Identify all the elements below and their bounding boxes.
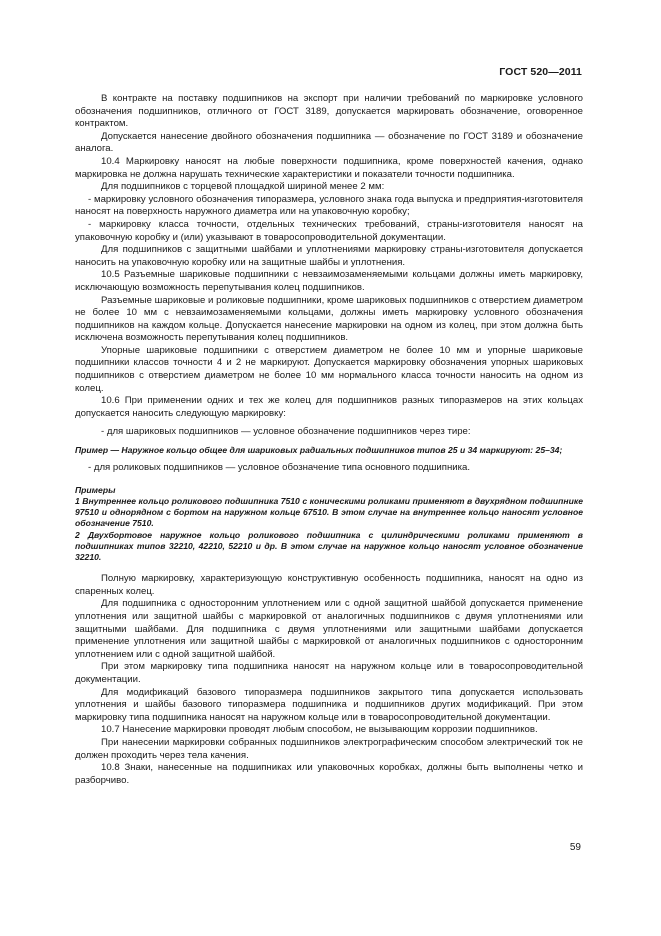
example-3: 2 Двухбортовое наружное кольцо роликового подшипника с цилиндрическими роликами применяют в подшипниках типов 32210, 42210, 52210 и др. В этом случае на наружное кольцо наносят условное обозначение 32210. <box>75 529 583 563</box>
clause-10-5: 10.5 Разъемные шариковые подшипники с невзаимозаменяемыми кольцами должны иметь маркировку, исключающую возможность перепутывания колец подшипников. <box>75 269 583 293</box>
paragraph: Упорные шариковые подшипники с отверстием диаметром не более 10 мм и упорные шариковые подшипники классов точности 4 и 2 не маркируют. Допускается маркировку обозначения упорных шариковых подшипников с отверстием диаметром не более 10 мм нормального класса точности наносить на одном из колец. <box>75 344 583 394</box>
paragraph: При нанесении маркировки собранных подшипников электрографическим способом электрический ток не должен проходить через тела качения. <box>75 736 583 761</box>
clause-10-6: 10.6 При применении одних и тех же колец для подшипников разных типоразмеров на этих кольцах допускается наносить следующую маркировку: <box>75 395 583 419</box>
paragraph: При этом маркировку типа подшипника наносят на наружном кольце или в товаросопроводительной документации. <box>75 661 583 685</box>
paragraph: Для подшипника с односторонним уплотнением или с одной защитной шайбой допускается применение уплотнения или защитной шайбы с маркировкой от аналогичных подшипников с двумя уплотнениями или защитными шайбами. Для подшипника с двумя уплотнениями или защитными шайбами допускается применение уплотнения или защитной шайбы с маркировкой от аналогичных подшипников с односторонним уплотнением или с одной защитной шайбой. <box>75 598 583 660</box>
paragraph: Полную маркировку, характеризующую конструктивную особенность подшипника, наносят на одно из спаренных колец. <box>75 573 583 597</box>
clause-10-4: 10.4 Маркировку наносят на любые поверхности подшипника, кроме поверхностей качения, однако маркировка не должна нарушать технические характеристики и показатели точности подшипника. <box>75 155 583 180</box>
paragraph: Для модификаций базового типоразмера подшипников закрытого типа допускается использовать уплотнения и шайбы базового типоразмера подшипника и подшипников других модификаций. При этом маркировку типа подшипника наносят на наружном кольце или в товаросопроводительной документации. <box>75 686 583 723</box>
clause-10-7: 10.7 Нанесение маркировки проводят любым способом, не вызывающим коррозии подшипников. <box>101 724 538 736</box>
list-item: - для шариковых подшипников — условное обозначение подшипников через тире: <box>101 426 471 438</box>
clause-10-8: 10.8 Знаки, нанесенные на подшипниках или упаковочных коробках, должны быть выполнены четко и разборчиво. <box>75 762 583 786</box>
list-item: - для роликовых подшипников — условное обозначение типа основного подшипника. <box>88 462 471 474</box>
document-body <box>75 93 583 787</box>
page-number: 59 <box>569 842 581 853</box>
list-item: - маркировку класса точности, отдельных технических требований, страны-изготовителя наносят на упаковочную коробку и (или) указывают в товаросопроводительной документации. <box>75 218 583 243</box>
paragraph: Для подшипников с защитными шайбами и уплотнениями маркировку страны-изготовителя допускается наносить на упаковочную коробку или на защитные шайбы и уплотнения. <box>75 244 583 268</box>
list-item: - маркировку условного обозначения типоразмера, условного знака года выпуска и предприятия-изготовителя наносят на поверхность наружного диаметра или на упаковочную коробку; <box>75 193 583 218</box>
paragraph: Для подшипников с торцевой площадкой шириной менее 2 мм: <box>101 181 385 193</box>
paragraph: Разъемные шариковые и роликовые подшипники, кроме шариковых подшипников с отверстием диаметром не более 10 мм с невзаимозаменяемыми кольцами, должны иметь маркировку условного обозначения подшипников на каждом кольце. Допускается нанесение маркировки на одном из колец, при этом должна быть исключена возможность перепутывания колец подшипников. <box>75 294 583 344</box>
example-2: 1 Внутреннее кольцо роликового подшипника 7510 с коническими роликами применяют в двухрядном подшипнике 97510 и однорядном с бортом на наружном кольце 67510. В этом случае на внутреннее кольцо наносят условное обозначение 7510. <box>75 496 583 529</box>
examples-heading: Примеры <box>75 484 116 495</box>
standard-header: ГОСТ 520—2011 <box>499 66 582 78</box>
example-1: Пример — Наружное кольцо общее для шариковых радиальных подшипников типов 25 и 34 маркируют: 25–34; <box>75 445 563 456</box>
paragraph: В контракте на поставку подшипников на экспорт при наличии требований по маркировке условного обозначения подшипников, отличного от ГОСТ 3189, допускается маркировать обозначение, оговоренное контрактом. <box>75 93 583 130</box>
paragraph: Допускается нанесение двойного обозначения подшипника — обозначение по ГОСТ 3189 и обозначение аналога. <box>75 130 583 155</box>
